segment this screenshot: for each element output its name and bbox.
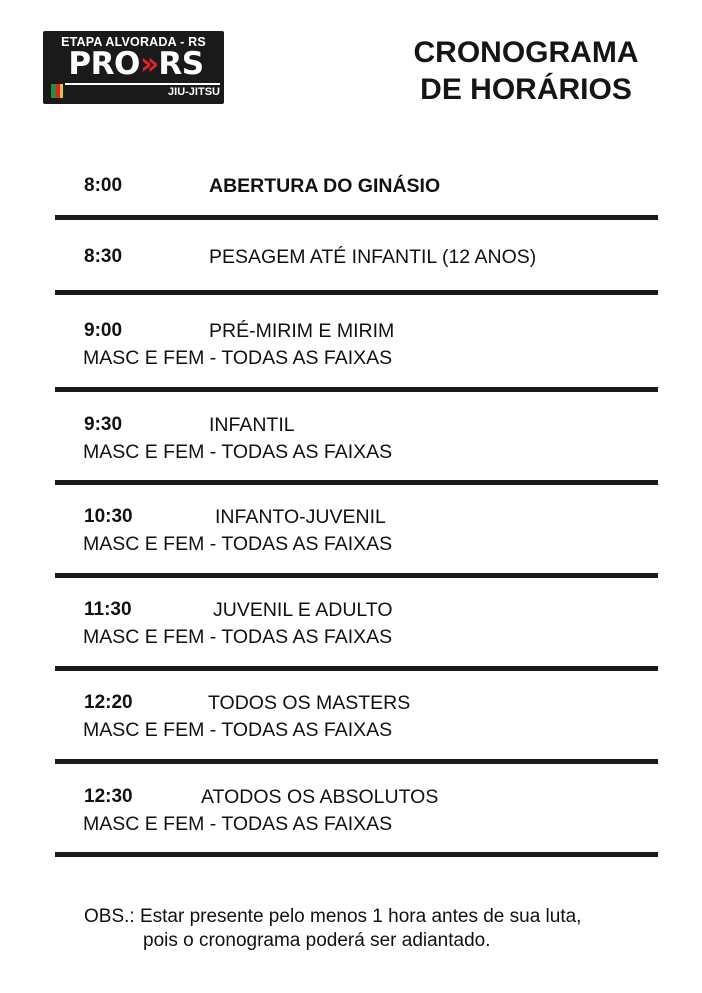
page-title	[370, 34, 682, 108]
schedule-list	[55, 164, 658, 857]
logo-wordmark-right: RS	[158, 46, 204, 82]
schedule-row	[55, 485, 658, 578]
observation-note	[84, 905, 581, 953]
logo-wordmark	[48, 46, 224, 82]
logo-sport-text: JIU-JITSU	[65, 83, 220, 102]
schedule-row	[55, 295, 658, 392]
schedule-row	[55, 392, 658, 485]
schedule-detail: MASC E FEM - TODAS AS FAIXAS	[83, 626, 393, 648]
schedule-time: 8:00	[84, 175, 123, 196]
schedule-time: 9:30	[84, 414, 123, 435]
schedule-detail: MASC E FEM - TODAS AS FAIXAS	[83, 533, 393, 555]
page-title-line1: CRONOGRAMA	[413, 36, 639, 69]
schedule-row	[55, 578, 658, 671]
schedule-detail: MASC E FEM - TODAS AS FAIXAS	[83, 719, 393, 741]
flag-icon	[51, 84, 63, 98]
schedule-row	[55, 220, 658, 295]
schedule-time: 8:30	[84, 246, 123, 267]
page-title-line2: DE HORÁRIOS	[420, 73, 632, 106]
schedule-row	[55, 764, 658, 857]
schedule-event: INFANTIL	[209, 414, 295, 436]
logo-stage-text: ETAPA ALVORADA - RS	[61, 35, 206, 49]
schedule-event: INFANTO-JUVENIL	[215, 506, 386, 528]
schedule-detail: MASC E FEM - TODAS AS FAIXAS	[83, 441, 393, 463]
schedule-detail: MASC E FEM - TODAS AS FAIXAS	[83, 347, 393, 369]
schedule-row	[55, 671, 658, 764]
logo-wordmark-left: PRO	[68, 46, 140, 82]
schedule-detail: MASC E FEM - TODAS AS FAIXAS	[83, 813, 393, 835]
observation-line2: pois o cronograma poderá ser adiantado.	[143, 930, 491, 951]
schedule-row	[55, 164, 658, 220]
schedule-event: TODOS OS MASTERS	[208, 692, 411, 714]
chevron-right-icon: ››	[139, 46, 154, 82]
schedule-time: 10:30	[84, 506, 133, 527]
observation-line1: OBS.: Estar presente pelo menos 1 hora antes de sua luta,	[84, 906, 582, 927]
schedule-time: 9:00	[84, 320, 123, 341]
schedule-time: 12:30	[84, 786, 133, 807]
schedule-event: PRÉ-MIRIM E MIRIM	[209, 320, 395, 342]
schedule-event: PESAGEM ATÉ INFANTIL (12 ANOS)	[209, 246, 537, 268]
schedule-time: 11:30	[84, 599, 132, 620]
schedule-event: JUVENIL E ADULTO	[213, 599, 393, 621]
schedule-event: ATODOS OS ABSOLUTOS	[201, 786, 439, 808]
event-logo	[43, 31, 224, 104]
schedule-time: 12:20	[84, 692, 133, 713]
schedule-event: ABERTURA DO GINÁSIO	[209, 175, 441, 197]
